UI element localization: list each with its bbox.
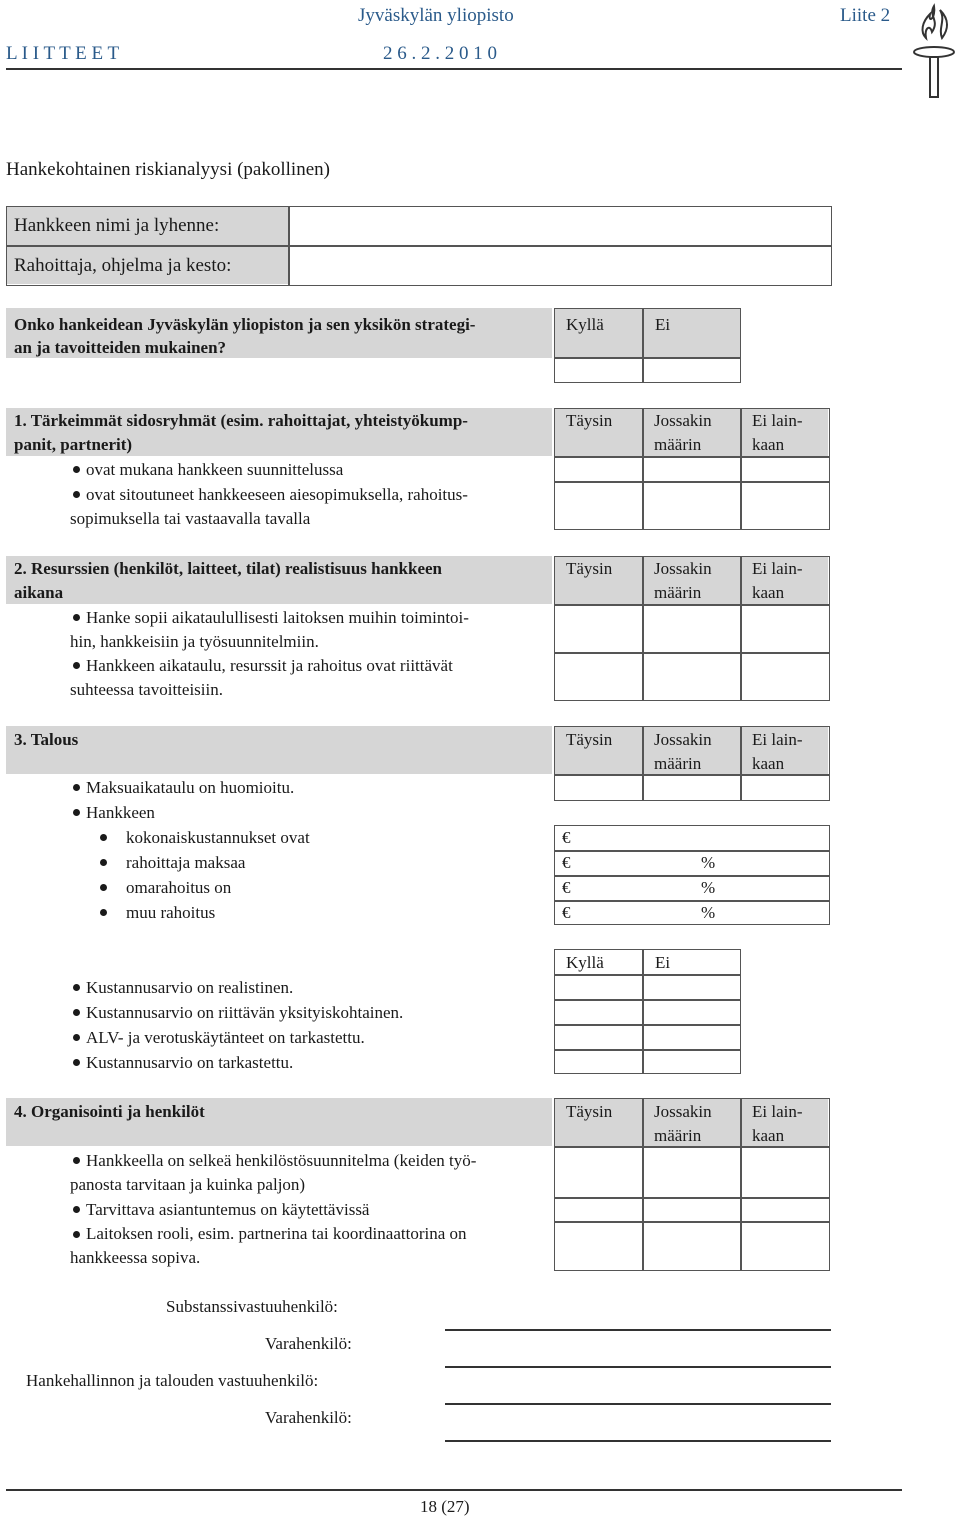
section1-scale-partly-2: määrin: [654, 435, 702, 454]
section4-bullet1-line1: Hankkeella on selkeä henkilöstösuunnitelma (keiden työ-: [86, 1151, 477, 1170]
signature-deputy1-line[interactable]: [445, 1366, 831, 1368]
section4-scale-partly-2: määrin: [654, 1126, 702, 1145]
header-rule: [6, 68, 902, 70]
check-reviewed: Kustannusarvio on tarkastettu.: [86, 1053, 294, 1072]
section4-scale-none: Ei lain-: [752, 1102, 803, 1121]
section4-scale-partly: Jossakin: [654, 1102, 712, 1121]
other-funding-percent-input[interactable]: [720, 902, 828, 924]
section4-bullet1-line2: panosta tarvitaan ja kuinka paljon): [70, 1175, 306, 1194]
section4-bullet3-line2: hankkeessa sopiva.: [70, 1248, 201, 1267]
signature-admin-line[interactable]: [445, 1403, 831, 1405]
funder-pays-percent: %: [701, 853, 716, 872]
torch-logo-icon: [910, 2, 958, 100]
header-date: 2 6 . 2 . 2 0 1 0: [383, 43, 497, 64]
section2-row2-choices[interactable]: [556, 654, 828, 699]
funder-pays-amount-input[interactable]: [576, 852, 696, 874]
section1-bullet2-line1: ovat sitoutuneet hankkeeseen aiesopimuksella, rahoitus-: [86, 485, 468, 504]
header-appendices-label: L I I T T E E T: [6, 43, 120, 64]
strategy-question-line1: Onko hankeidean Jyväskylän yliopiston ja sen yksikön strategi-: [14, 315, 476, 334]
other-funding-label: muu rahoitus: [126, 903, 216, 922]
page-title: Hankekohtainen riskianalyysi (pakollinen): [6, 159, 330, 180]
own-funding-percent-input[interactable]: [720, 877, 828, 899]
check-realistic-choices[interactable]: [556, 976, 740, 998]
project-name-label: Hankkeen nimi ja lyhenne:: [14, 215, 220, 236]
section4-scale-full: Täysin: [566, 1102, 613, 1121]
section4-bullet3-line1: Laitoksen rooli, esim. partnerina tai koordinaattorina on: [86, 1224, 467, 1243]
funder-program-label: Rahoittaja, ohjelma ja kesto:: [14, 255, 232, 276]
section2-bullet1-line1: Hanke sopii aikataulullisesti laitoksen muihin toimintoi-: [86, 608, 469, 627]
section1-scale-none: Ei lain-: [752, 411, 803, 430]
section1-heading-line2: panit, partnerit): [14, 435, 133, 454]
section2-bullet2-line2: suhteessa tavoitteisiin.: [70, 680, 223, 699]
section1-bullet1: ovat mukana hankkeen suunnittelussa: [86, 460, 344, 479]
strategy-no-label: Ei: [655, 315, 671, 334]
strategy-yes-label: Kyllä: [566, 315, 604, 334]
project-name-field[interactable]: [290, 208, 830, 244]
check-vat-choices[interactable]: [556, 1026, 740, 1048]
cost-total-input[interactable]: [576, 827, 828, 849]
strategy-no-checkbox[interactable]: [644, 359, 740, 381]
section4-scale-none-2: kaan: [752, 1126, 785, 1145]
section1-bullet2-line2: sopimuksella tai vastaavalla tavalla: [70, 509, 311, 528]
other-funding-amount-input[interactable]: [576, 902, 696, 924]
check-realistic: Kustannusarvio on realistinen.: [86, 978, 294, 997]
strategy-yes-checkbox[interactable]: [556, 359, 641, 381]
signature-substance-line[interactable]: [445, 1329, 831, 1331]
other-funding-percent: %: [701, 903, 716, 922]
section3-bullet2: Hankkeen: [86, 803, 155, 822]
section2-scale-partly-2: määrin: [654, 583, 702, 602]
section1-scale-full: Täysin: [566, 411, 613, 430]
section4-heading: 4. Organisointi ja henkilöt: [14, 1102, 205, 1121]
section4-row1-choices[interactable]: [556, 1148, 828, 1196]
section3-scale-full: Täysin: [566, 730, 613, 749]
section1-scale-partly: Jossakin: [654, 411, 712, 430]
section4-row3-choices[interactable]: [556, 1223, 828, 1269]
check-vat: ALV- ja verotuskäytänteet on tarkastettu.: [86, 1028, 365, 1047]
section1-row1-choices[interactable]: [556, 458, 828, 480]
checks-no-label: Ei: [655, 953, 671, 972]
section3-heading: 3. Talous: [14, 730, 79, 749]
section2-scale-partly: Jossakin: [654, 559, 712, 578]
signature-deputy2-label: Varahenkilö:: [265, 1408, 352, 1427]
signature-admin-label: Hankehallinnon ja talouden vastuuhenkilö:: [26, 1371, 319, 1390]
check-reviewed-choices[interactable]: [556, 1051, 740, 1073]
signature-deputy2-line[interactable]: [445, 1440, 831, 1442]
own-funding-label: omarahoitus on: [126, 878, 232, 897]
section1-scale-none-2: kaan: [752, 435, 785, 454]
check-detailed: Kustannusarvio on riittävän yksityiskohtainen.: [86, 1003, 404, 1022]
section2-bullet1-line2: hin, hankkeisiin ja työsuunnitelmiin.: [70, 632, 319, 651]
section2-scale-full: Täysin: [566, 559, 613, 578]
section2-bullet2-line1: Hankkeen aikataulu, resurssit ja rahoitus ovat riittävät: [86, 656, 453, 675]
own-funding-percent: %: [701, 878, 716, 897]
strategy-question-line2: an ja tavoitteiden mukainen?: [14, 338, 227, 357]
section3-scale-partly: Jossakin: [654, 730, 712, 749]
section3-bullet1: Maksuaikataulu on huomioitu.: [86, 778, 295, 797]
section3-scale-partly-2: määrin: [654, 754, 702, 773]
cost-total-euro: €: [562, 828, 571, 847]
section2-heading-line1: 2. Resurssien (henkilöt, laitteet, tilat) realistisuus hankkeen: [14, 559, 443, 578]
page-number: 18 (27): [420, 1497, 470, 1516]
section2-row1-choices[interactable]: [556, 606, 828, 650]
other-funding-euro: €: [562, 903, 571, 922]
section3-payment-schedule-choices[interactable]: [556, 776, 828, 799]
section3-scale-none-2: kaan: [752, 754, 785, 773]
section1-row2-choices[interactable]: [556, 483, 828, 528]
section1-heading-line1: 1. Tärkeimmät sidosryhmät (esim. rahoittajat, yhteistyökump-: [14, 411, 468, 430]
section3-scale-none: Ei lain-: [752, 730, 803, 749]
checks-yes-label: Kyllä: [566, 953, 604, 972]
funder-program-field[interactable]: [290, 247, 830, 284]
signature-substance-label: Substanssivastuuhenkilö:: [166, 1297, 338, 1316]
section2-scale-none: Ei lain-: [752, 559, 803, 578]
funder-pays-label: rahoittaja maksaa: [126, 853, 246, 872]
section2-scale-none-2: kaan: [752, 583, 785, 602]
section2-heading-line2: aikana: [14, 583, 64, 602]
header-attachment: Liite 2: [840, 5, 891, 26]
signature-deputy1-label: Varahenkilö:: [265, 1334, 352, 1353]
footer-rule: [6, 1489, 902, 1491]
funder-pays-percent-input[interactable]: [720, 852, 828, 874]
own-funding-amount-input[interactable]: [576, 877, 696, 899]
funder-pays-euro: €: [562, 853, 571, 872]
check-detailed-choices[interactable]: [556, 1001, 740, 1023]
header-university: Jyväskylän yliopisto: [358, 5, 514, 26]
own-funding-euro: €: [562, 878, 571, 897]
section4-row2-choices[interactable]: [556, 1199, 828, 1220]
section4-bullet2: Tarvittava asiantuntemus on käytettävissä: [86, 1200, 370, 1219]
cost-total-label: kokonaiskustannukset ovat: [126, 828, 310, 847]
